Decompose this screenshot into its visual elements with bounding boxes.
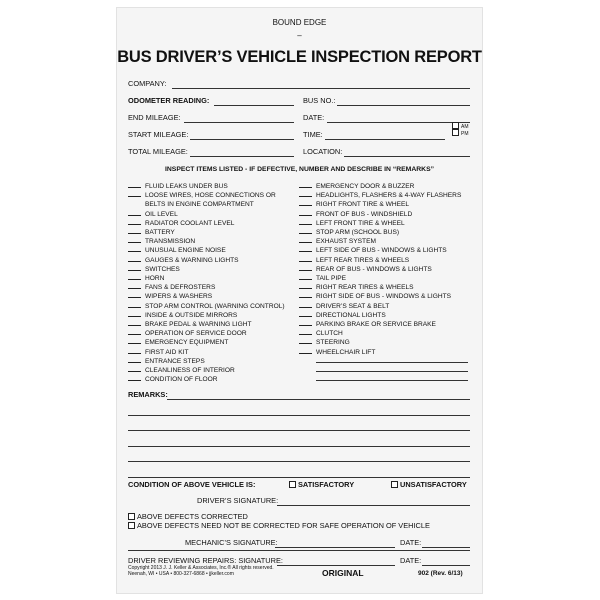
item-label: RIGHT FRONT TIRE & WHEEL	[316, 201, 410, 209]
item-number-blank[interactable]	[299, 190, 312, 197]
defects-not-corrected-option[interactable]	[128, 521, 430, 530]
inspect-items-heading: INSPECT ITEMS LISTED - IF DEFECTIVE, NUMBER AND DESCRIBE IN “REMARKS”	[165, 166, 434, 173]
item-label: TRANSMISSION	[145, 238, 196, 246]
extra-item-line[interactable]	[316, 380, 468, 381]
item-number-blank[interactable]	[128, 337, 141, 344]
item-label: OPERATION OF SERVICE DOOR	[145, 330, 247, 338]
item-label: RIGHT REAR TIRES & WHEELS	[316, 284, 414, 292]
driver-signature-label: DRIVER’S SIGNATURE:	[197, 496, 279, 505]
item-number-blank[interactable]	[128, 310, 141, 317]
pm-checkbox[interactable]	[452, 129, 459, 136]
item-number-blank[interactable]	[299, 218, 312, 225]
defects-corrected-option[interactable]	[128, 512, 248, 521]
item-label: UNUSUAL ENGINE NOISE	[145, 247, 226, 255]
item-number-blank[interactable]	[299, 264, 312, 271]
mechanic-signature-field[interactable]	[275, 547, 395, 548]
item-number-blank[interactable]	[128, 190, 141, 197]
inspection-item	[299, 347, 375, 357]
odometer-label: ODOMETER READING:	[128, 96, 210, 105]
item-number-blank[interactable]	[128, 245, 141, 252]
item-label: TAIL PIPE	[316, 275, 347, 282]
end-mileage-field[interactable]	[184, 122, 294, 123]
time-label: TIME:	[303, 130, 323, 139]
copyright-text: Copyright 2013 J. J. Keller & Associates, Inc.® All rights reserved.	[128, 565, 274, 571]
item-label: STOP ARM (SCHOOL BUS)	[316, 229, 400, 236]
item-label: WIPERS & WASHERS	[145, 293, 213, 301]
section-divider	[128, 550, 470, 551]
reviewing-date-label: DATE:	[400, 556, 422, 565]
item-number-blank[interactable]	[128, 301, 141, 308]
driver-signature-field[interactable]	[277, 505, 470, 506]
item-number-blank[interactable]	[299, 227, 312, 234]
bound-edge-dash: –	[297, 31, 302, 40]
item-label: LOOSE WIRES, HOSE CONNECTIONS OR	[145, 192, 276, 200]
inspection-report-form	[117, 8, 482, 593]
item-label: ENTRANCE STEPS	[145, 357, 205, 365]
original-label: ORIGINAL	[322, 568, 364, 578]
mechanic-signature-label: MECHANIC’S SIGNATURE:	[185, 538, 278, 547]
item-label: BATTERY	[145, 229, 175, 236]
extra-item-line[interactable]	[316, 371, 468, 372]
item-label: DRIVER’S SEAT & BELT	[316, 302, 390, 310]
defects-corrected-checkbox[interactable]	[128, 513, 135, 520]
item-number-blank[interactable]	[128, 227, 141, 234]
item-number-blank[interactable]	[299, 347, 312, 354]
mechanic-date-field[interactable]	[422, 547, 470, 548]
item-label: FLUID LEAKS UNDER BUS	[145, 183, 228, 190]
extra-item-line[interactable]	[316, 362, 468, 363]
item-label: DIRECTIONAL LIGHTS	[316, 311, 386, 319]
item-number-blank[interactable]	[128, 328, 141, 335]
item-number-blank[interactable]	[299, 337, 312, 344]
item-number-blank[interactable]	[128, 374, 141, 381]
item-label: LEFT REAR TIRES & WHEELS	[316, 256, 410, 264]
item-label: INSIDE & OUTSIDE MIRRORS	[145, 311, 238, 319]
item-label: LEFT FRONT TIRE & WHEEL	[316, 219, 405, 227]
address-text: Neenah, WI • USA • 800-327-6868 • jjkeller.com	[128, 571, 234, 577]
bound-edge-label: BOUND EDGE	[272, 18, 327, 27]
inspection-item	[128, 374, 218, 384]
total-mileage-field[interactable]	[190, 156, 294, 157]
item-number-blank[interactable]	[299, 319, 312, 326]
remarks-line[interactable]	[128, 415, 470, 416]
item-label: CLUTCH	[316, 330, 343, 338]
item-number-blank[interactable]	[128, 347, 141, 354]
am-checkbox[interactable]	[452, 122, 459, 129]
pm-option[interactable]	[452, 129, 469, 137]
satisfactory-label: SATISFACTORY	[298, 480, 355, 489]
bus-no-field[interactable]	[337, 105, 470, 106]
item-label: CONDITION OF FLOOR	[145, 376, 218, 384]
item-label: HORN	[145, 275, 165, 282]
item-label: LEFT SIDE OF BUS - WINDOWS & LIGHTS	[316, 247, 447, 255]
item-number-blank[interactable]	[299, 301, 312, 308]
satisfactory-option[interactable]	[289, 480, 354, 489]
item-number-blank[interactable]	[299, 199, 312, 206]
item-label: EXHAUST SYSTEM	[316, 238, 376, 246]
item-label: BRAKE PEDAL & WARNING LIGHT	[145, 321, 252, 328]
item-label: BELTS IN ENGINE COMPARTMENT	[145, 201, 254, 209]
condition-label: CONDITION OF ABOVE VEHICLE IS:	[128, 480, 256, 489]
date-label: DATE:	[303, 113, 325, 122]
item-number-blank[interactable]	[128, 209, 141, 216]
item-number-blank[interactable]	[299, 291, 312, 298]
item-label: STOP ARM CONTROL (WARNING CONTROL)	[145, 302, 285, 310]
item-label: GAUGES & WARNING LIGHTS	[145, 256, 239, 264]
item-label: FIRST AID KIT	[145, 348, 189, 356]
item-label: CLEANLINESS OF INTERIOR	[145, 367, 235, 374]
form-title: BUS DRIVER’S VEHICLE INSPECTION REPORT	[117, 48, 482, 66]
item-number-blank[interactable]	[128, 319, 141, 326]
item-number-blank[interactable]	[299, 181, 312, 188]
remarks-label: REMARKS:	[128, 390, 168, 399]
pm-label: PM	[461, 131, 469, 137]
item-label: WHEELCHAIR LIFT	[316, 348, 376, 356]
time-field[interactable]	[325, 139, 445, 140]
total-mileage-label: TOTAL MILEAGE:	[128, 147, 188, 156]
item-number-blank[interactable]	[299, 328, 312, 335]
reviewing-date-field[interactable]	[422, 565, 470, 566]
item-number-blank[interactable]	[299, 209, 312, 216]
date-field[interactable]	[327, 122, 470, 123]
odometer-field[interactable]	[214, 105, 294, 106]
reviewing-signature-field[interactable]	[277, 565, 395, 566]
item-number-blank[interactable]	[128, 236, 141, 243]
remarks-line[interactable]	[128, 461, 470, 462]
item-number-blank[interactable]	[128, 356, 141, 363]
am-label: AM	[461, 124, 469, 130]
item-number-blank[interactable]	[128, 181, 141, 188]
form-number: 902 (Rev. 6/13)	[418, 570, 463, 577]
item-number-blank[interactable]	[128, 264, 141, 271]
item-label: EMERGENCY DOOR & BUZZER	[316, 183, 415, 190]
item-label: PARKING BRAKE OR SERVICE BRAKE	[316, 321, 436, 328]
mechanic-date-label: DATE:	[400, 538, 422, 547]
remarks-line[interactable]	[167, 399, 470, 400]
item-label: HEADLIGHTS, FLASHERS & 4-WAY FLASHERS	[316, 192, 462, 200]
item-number-blank[interactable]	[299, 273, 312, 280]
start-mileage-label: START MILEAGE:	[128, 130, 189, 139]
unsatisfactory-option[interactable]	[391, 480, 467, 489]
start-mileage-field[interactable]	[190, 139, 294, 140]
item-number-blank[interactable]	[128, 218, 141, 225]
unsatisfactory-label: UNSATISFACTORY	[400, 480, 467, 489]
company-label: COMPANY:	[128, 79, 167, 88]
item-label: SWITCHES	[145, 265, 180, 273]
item-label: EMERGENCY EQUIPMENT	[145, 339, 229, 347]
reviewing-signature-label: DRIVER REVIEWING REPAIRS: SIGNATURE:	[128, 556, 283, 565]
defects-not-corrected-label: ABOVE DEFECTS NEED NOT BE CORRECTED FOR SAFE OPERATION OF VEHICLE	[137, 521, 430, 530]
item-number-blank[interactable]	[128, 282, 141, 289]
end-mileage-label: END MILEAGE:	[128, 113, 181, 122]
remarks-line[interactable]	[128, 446, 470, 447]
item-label: RADIATOR COOLANT LEVEL	[145, 219, 235, 227]
item-number-blank[interactable]	[299, 255, 312, 262]
item-number-blank[interactable]	[128, 365, 141, 372]
item-label: RIGHT SIDE OF BUS - WINDOWS & LIGHTS	[316, 293, 452, 301]
item-number-blank[interactable]	[299, 310, 312, 317]
item-label: FANS & DEFROSTERS	[145, 284, 216, 292]
company-field[interactable]	[172, 88, 470, 89]
item-label: REAR OF BUS - WINDOWS & LIGHTS	[316, 265, 432, 273]
defects-not-corrected-checkbox[interactable]	[128, 522, 135, 529]
item-label: FRONT OF BUS - WINDSHIELD	[316, 210, 413, 218]
unsatisfactory-checkbox[interactable]	[391, 481, 398, 488]
item-number-blank[interactable]	[299, 236, 312, 243]
location-label: LOCATION:	[303, 147, 343, 156]
item-number-blank[interactable]	[128, 291, 141, 298]
item-number-blank[interactable]	[128, 255, 141, 262]
defects-corrected-label: ABOVE DEFECTS CORRECTED	[137, 512, 248, 521]
item-number-blank[interactable]	[299, 245, 312, 252]
item-label: OIL LEVEL	[145, 210, 178, 218]
item-number-blank[interactable]	[299, 282, 312, 289]
location-field[interactable]	[344, 156, 470, 157]
item-number-blank[interactable]	[128, 273, 141, 280]
satisfactory-checkbox[interactable]	[289, 481, 296, 488]
remarks-line[interactable]	[128, 477, 470, 478]
remarks-line[interactable]	[128, 430, 470, 431]
item-label: STEERING	[316, 339, 350, 347]
bus-no-label: BUS NO.:	[303, 96, 336, 105]
